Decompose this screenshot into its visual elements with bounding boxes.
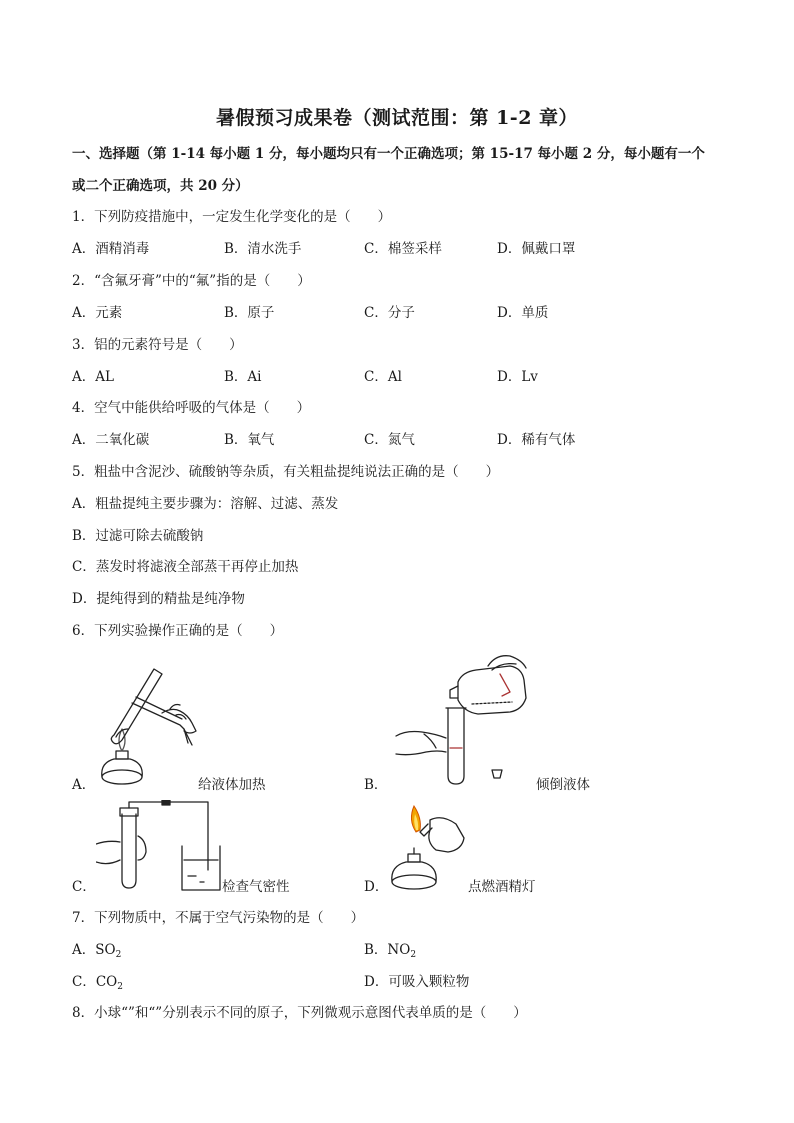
q3-option-a[interactable]: A．AL [72,369,114,385]
q5-option-a[interactable]: A．粗盐提纯主要步骤为：溶解、过滤、蒸发 [72,496,339,512]
q7-option-a[interactable] [72,941,121,959]
q2-option-b[interactable]: B．原子 [224,305,275,321]
q6-option-b[interactable]: B． [364,777,388,793]
q7-option-c[interactable] [72,973,123,991]
q3-option-c[interactable]: C．Al [364,369,402,385]
question-7-stem: 7．下列物质中，不属于空气污染物的是（ ） [72,910,365,926]
q4-option-d[interactable]: D．稀有气体 [497,432,576,448]
q4-option-a[interactable]: A．二氧化碳 [72,432,150,448]
q6-caption-c: 检查气密性 [222,879,290,895]
q1-option-d[interactable]: D．佩戴口罩 [497,241,576,257]
q7-option-b-text: B．NO [364,942,411,958]
question-2-stem: 2．“含氟牙膏”中的“氟”指的是（ ） [72,273,311,289]
q5-option-b[interactable]: B．过滤可除去硫酸钠 [72,528,204,544]
q2-option-a[interactable]: A．元素 [72,305,123,321]
q1-option-a[interactable]: A．酒精消毒 [72,241,150,257]
q5-option-c[interactable]: C．蒸发时将滤液全部蒸干再停止加热 [72,559,299,575]
q1-option-b[interactable]: B．清水洗手 [224,241,302,257]
page-title: 暑假预习成果卷（测试范围：第 1-2 章） [215,107,579,129]
q6-option-a[interactable]: A． [72,777,96,793]
heating-liquid-figure [92,655,202,790]
q2-option-d[interactable]: D．单质 [497,305,549,321]
q3-option-b[interactable]: B．Ai [224,369,262,385]
q6-option-d[interactable]: D． [364,879,389,895]
q7-option-d[interactable] [364,973,469,991]
q3-option-d[interactable]: D．Lv [497,369,538,385]
q6-caption-d: 点燃酒精灯 [468,879,536,895]
q5-option-d[interactable]: D．提纯得到的精盐是纯净物 [72,591,245,607]
pouring-liquid-figure [392,652,542,787]
airtightness-check-figure [96,800,228,894]
question-6-stem: 6．下列实验操作正确的是（ ） [72,623,284,639]
q7-option-d-text: D．可吸入颗粒物 [364,974,470,990]
q4-option-b[interactable]: B．氧气 [224,432,275,448]
q7-option-a-text: A．SO [72,942,116,958]
lighting-lamp-figure [386,800,472,894]
q1-option-c[interactable]: C．棉签采样 [364,241,442,257]
q6-option-c[interactable]: C． [72,879,96,895]
q7-option-b-subscript: 2 [410,950,417,960]
section-heading-line1: 一、选择题（第 1-14 每小题 1 分，每小题均只有一个正确选项；第 15-17 每小题 2 分，每小题有一个 [72,146,705,162]
q6-caption-b: 倾倒液体 [536,777,590,793]
section-heading-line2: 或二个正确选项，共 20 分） [72,178,249,194]
question-3-stem: 3．铝的元素符号是（ ） [72,337,243,353]
q7-option-a-subscript: 2 [115,950,122,960]
q7-option-b[interactable] [364,941,416,959]
question-5-stem: 5．粗盐中含泥沙、硫酸钠等杂质，有关粗盐提纯说法正确的是（ ） [72,464,500,480]
q7-option-c-text: C．CO [72,974,118,990]
q2-option-c[interactable]: C．分子 [364,305,415,321]
question-4-stem: 4．空气中能供给呼吸的气体是（ ） [72,400,311,416]
question-1-stem: 1．下列防疫措施中，一定发生化学变化的是（ ） [72,209,392,225]
q7-option-c-subscript: 2 [117,982,123,992]
q4-option-c[interactable]: C．氮气 [364,432,415,448]
q6-caption-a: 给液体加热 [198,777,266,793]
question-8-stem: 8．小球“”和“”分别表示不同的原子，下列微观示意图代表单质的是（ ） [72,1005,527,1021]
